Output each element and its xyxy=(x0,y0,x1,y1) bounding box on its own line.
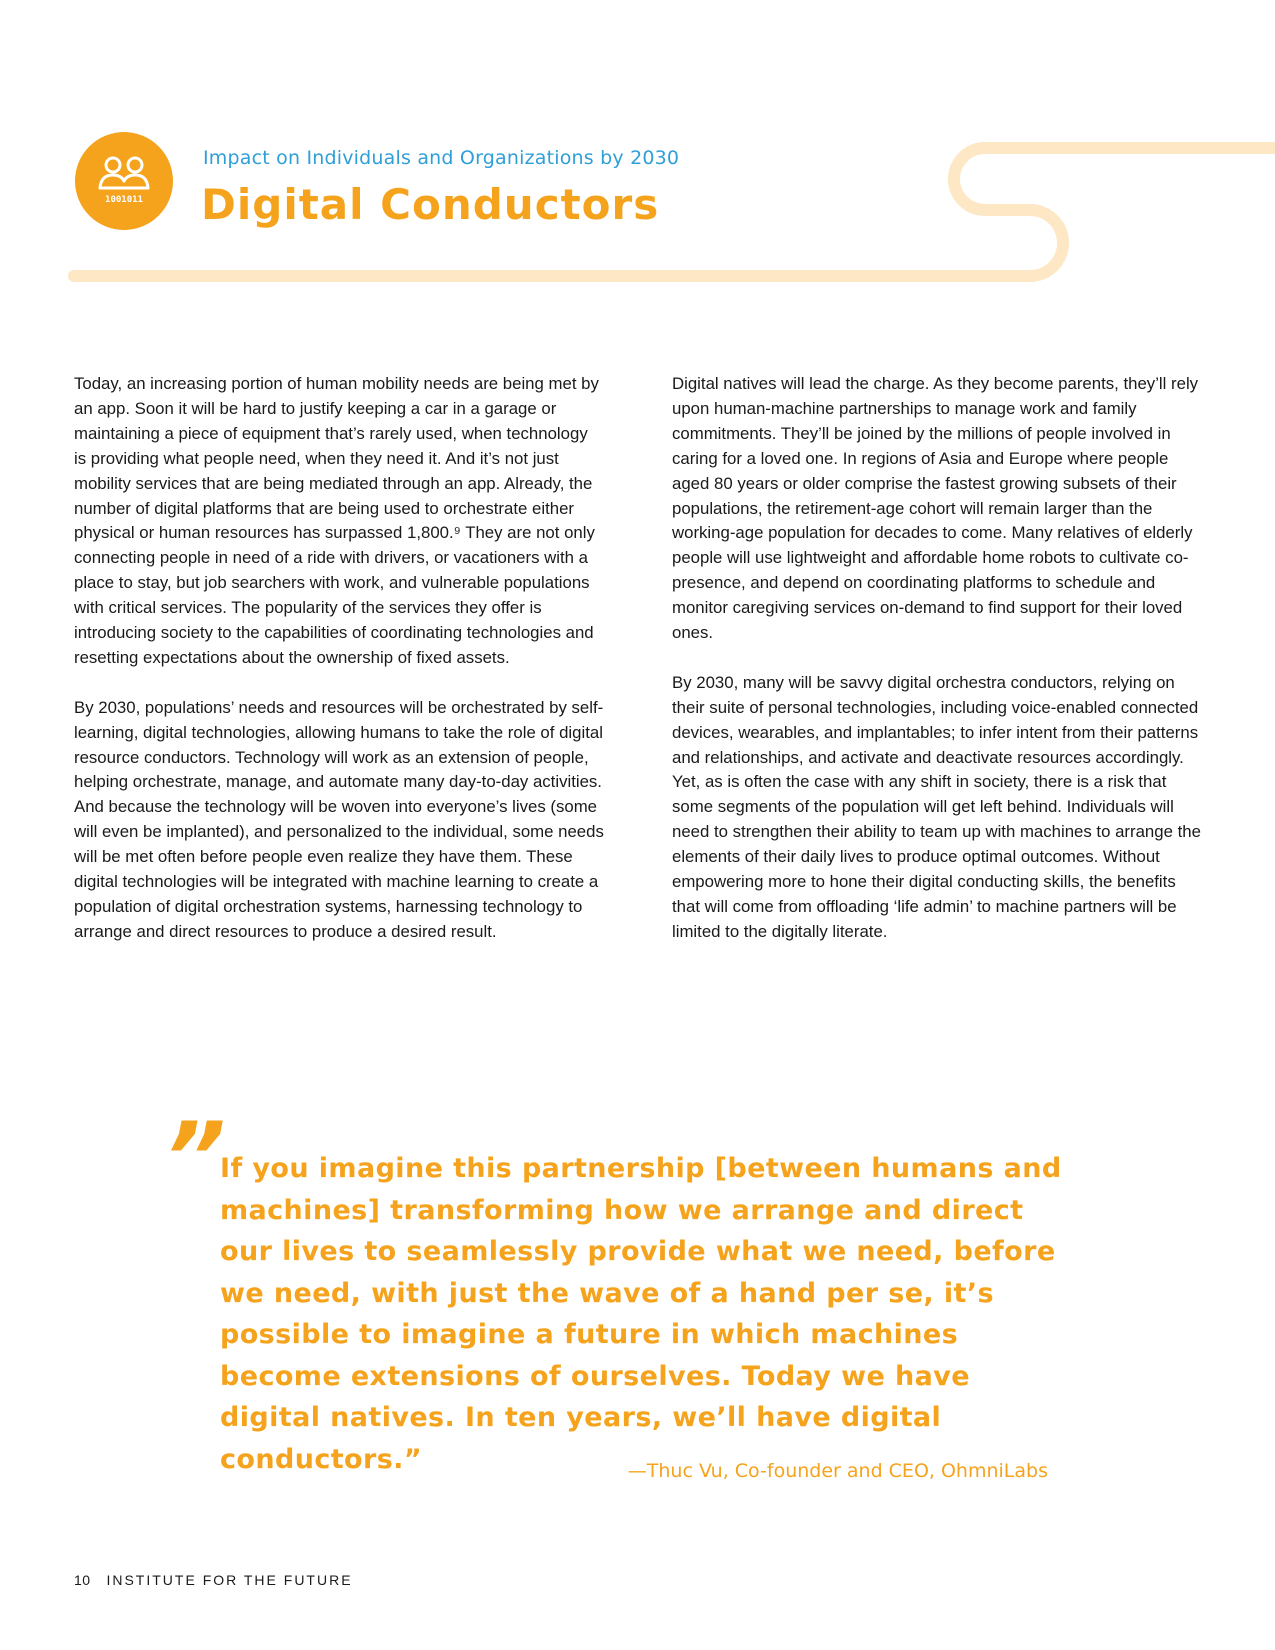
section-logo-badge xyxy=(75,132,173,230)
body-column-left xyxy=(74,372,604,970)
quote-mark-icon: ” xyxy=(164,1102,226,1214)
section-subtitle: Impact on Individuals and Organizations by 2030 xyxy=(203,147,680,169)
body-paragraph: Digital natives will lead the charge. As they become parents, they’ll rely upon human-machine partnerships to manage work and family commitments. They’ll be joined by the millions of people involved in caring for a loved one. In regions of Asia and Europe where people aged 80 years or older comprise the fastest growing subsets of their populations, the retirement-age cohort will remain larger than the working-age population for decades to come. Many relatives of elderly people will use lightweight and affordable home robots to cultivate co-presence, and depend on coordinating platforms to schedule and monitor caregiving services on-demand to find support for their loved ones. xyxy=(672,374,1199,643)
body-paragraph: Today, an increasing portion of human mobility needs are being met by an app. Soon it will be hard to justify keeping a car in a garage or maintaining a piece of equipment that’s rarely used, when technology is providing what people need, when they need it. And it’s not just mobility services that are being mediated through an app. Already, the number of digital platforms that are being used to orchestrate either physical or human resources has surpassed 1,800.⁹ They are not only connecting people in need of a ride with drivers, or vacationers with a place to stay, but job searchers with work, and vulnerable populations with critical services. The popularity of the services they offer is introducing society to the capabilities of coordinating technologies and resetting expectations about the ownership of fixed assets. xyxy=(74,374,599,667)
publisher-name: INSTITUTE FOR THE FUTURE xyxy=(106,1572,353,1588)
quote-attribution: —Thuc Vu, Co-founder and CEO, OhmniLabs xyxy=(627,1460,1048,1482)
page-footer xyxy=(74,1572,353,1588)
people-icon xyxy=(75,132,173,230)
body-paragraph: By 2030, many will be savvy digital orchestra conductors, relying on their suite of personal technologies, including voice-enabled connected devices, wearables, and implantables; to infer intent from their patterns and relationships, and activate and deactivate resources accordingly. Yet, as is often the case with any shift in society, there is a risk that some segments of the population will get left behind. Individuals will need to strengthen their ability to team up with machines to arrange the elements of their daily lives to produce optimal outcomes. Without empowering more to hone their digital conducting skills, the benefits that will come from offloading ‘life admin’ to machine partners will be limited to the digitally literate. xyxy=(672,672,1201,941)
pull-quote-text: If you imagine this partnership [between humans and machines] transforming how we arrange and direct our lives to seamlessly provide what we need, before we need, with just the wave of a hand per se, it’s possible to imagine a future in which machines become extensions of ourselves. Today we have digital natives. In ten years, we’ll have digital conductors.” xyxy=(220,1153,1062,1475)
page-title: Digital Conductors xyxy=(201,180,660,229)
body-column-right xyxy=(672,372,1202,970)
logo-binary-text: 1001011 xyxy=(105,195,143,205)
body-paragraph: By 2030, populations’ needs and resources will be orchestrated by self-learning, digital technologies, allowing humans to take the role of digital resource conductors. Technology will work as an extension of people, helping orchestrate, manage, and automate many day-to-day activities. And because the technology will be woven into everyone’s lives (some will even be implanted), and personalized to the individual, some needs will be met often before people even realize they have them. These digital technologies will be integrated with machine learning to create a population of digital orchestration systems, harnessing technology to arrange and direct resources to produce a desired result. xyxy=(74,697,604,941)
page-number: 10 xyxy=(74,1572,91,1588)
